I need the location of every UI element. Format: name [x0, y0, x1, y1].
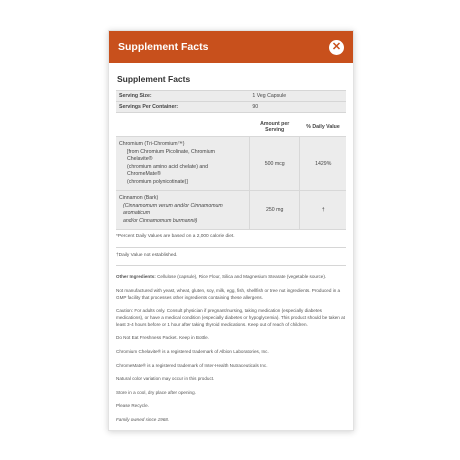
nutrient-source-line: (chromium polynicotinate)] — [127, 178, 188, 185]
trademark-chromemate: ChromeMate® is a registered trademark of Inter-Health Nutraceuticals Inc. — [116, 362, 268, 368]
storage-note: Store in a cool, dry place after opening. — [116, 389, 196, 395]
nutrient-dv: † — [300, 191, 346, 230]
other-ingredients-text: Cellulose (capsule), Rice Flour, Silica and Magnesium Stearate (vegetable source). — [157, 274, 327, 280]
column-header-row — [116, 113, 346, 137]
nutrient-source-line: Chelavite® — [127, 156, 153, 163]
footnote-divider — [116, 247, 346, 248]
nutrient-name: Cinnamon (Bark) — [119, 195, 159, 202]
other-ingredients — [116, 274, 346, 281]
trademark-chelavite: Chromium Chelavite® is a registered trademark of Albion Laboratories, Inc. — [116, 348, 269, 354]
modal-header — [109, 31, 353, 63]
facts-table — [116, 90, 346, 229]
nutrient-amount: 250 mg — [249, 191, 300, 230]
servings-value: 90 — [249, 102, 346, 113]
section-divider — [116, 265, 346, 266]
table-bottom-rule — [116, 229, 346, 230]
nutrient-name: Chromium (Tri-Chromium™) — [119, 141, 185, 147]
allergen-statement: Not manufactured with yeast, wheat, gluten, soy, milk, egg, fish, shellfish or tree nut ingredients. Produced in a GMP facility that processes other ingredients containing these allergens. — [116, 287, 341, 300]
modal-content — [109, 63, 353, 424]
nutrient-row-cinnamon — [116, 191, 346, 230]
caution-statement: Caution: For adults only. Consult physician if pregnant/nursing, taking medication (especially diabetes medications), or have a medical condition (especially diabetes or hypoglycemia). This product should be taken at least 3-4 hours before or 1 hour after taking thyroid medications. Keep out of reach of children. — [116, 308, 345, 327]
supplement-facts-modal — [108, 30, 354, 431]
nutrient-source-line: [from Chromium Picolinate, Chromium — [127, 148, 215, 155]
footnote-dagger: †Daily Value not established. — [116, 252, 178, 258]
product-info — [116, 274, 346, 424]
servings-row — [116, 102, 346, 113]
dv-column-header: % Daily Value — [300, 113, 346, 137]
facts-heading: Supplement Facts — [117, 74, 191, 84]
color-variation-note: Natural color variation may occur in this product. — [116, 376, 215, 382]
amount-column-header: Amount per Serving — [249, 113, 300, 137]
freshness-note: Do Not Eat Freshness Packet. Keep in Bottle. — [116, 335, 209, 341]
nutrient-dv: 1429% — [300, 137, 346, 191]
modal-title: Supplement Facts — [118, 41, 209, 53]
recycle-note: Please Recycle. — [116, 403, 149, 409]
serving-size-label: Serving Size: — [116, 91, 249, 102]
nutrient-source-line: (chromium amino acid chelate) and — [127, 163, 209, 170]
serving-size-row — [116, 91, 346, 102]
family-owned-note: Family owned since 1968. — [116, 417, 170, 423]
nutrient-amount: 500 mcg — [249, 137, 300, 191]
other-ingredients-label: Other Ingredients: — [116, 274, 156, 280]
nutrient-source-line: ChromeMate® — [127, 171, 161, 178]
nutrient-row-chromium — [116, 137, 346, 191]
nutrient-source-line: (Cinnamomum verum and/or Cinnamomum — [123, 202, 223, 209]
footnote-dv: *Percent Daily Values are based on a 2,000 calorie diet. — [116, 234, 235, 240]
nutrient-source-line: aromaticum — [123, 210, 151, 217]
nutrient-source-line: and/or Cinnamomum burmannii) — [123, 217, 198, 224]
close-icon[interactable]: ✕ — [329, 40, 344, 55]
servings-label: Servings Per Container: — [116, 102, 249, 113]
serving-size-value: 1 Veg Capsule — [249, 91, 346, 102]
